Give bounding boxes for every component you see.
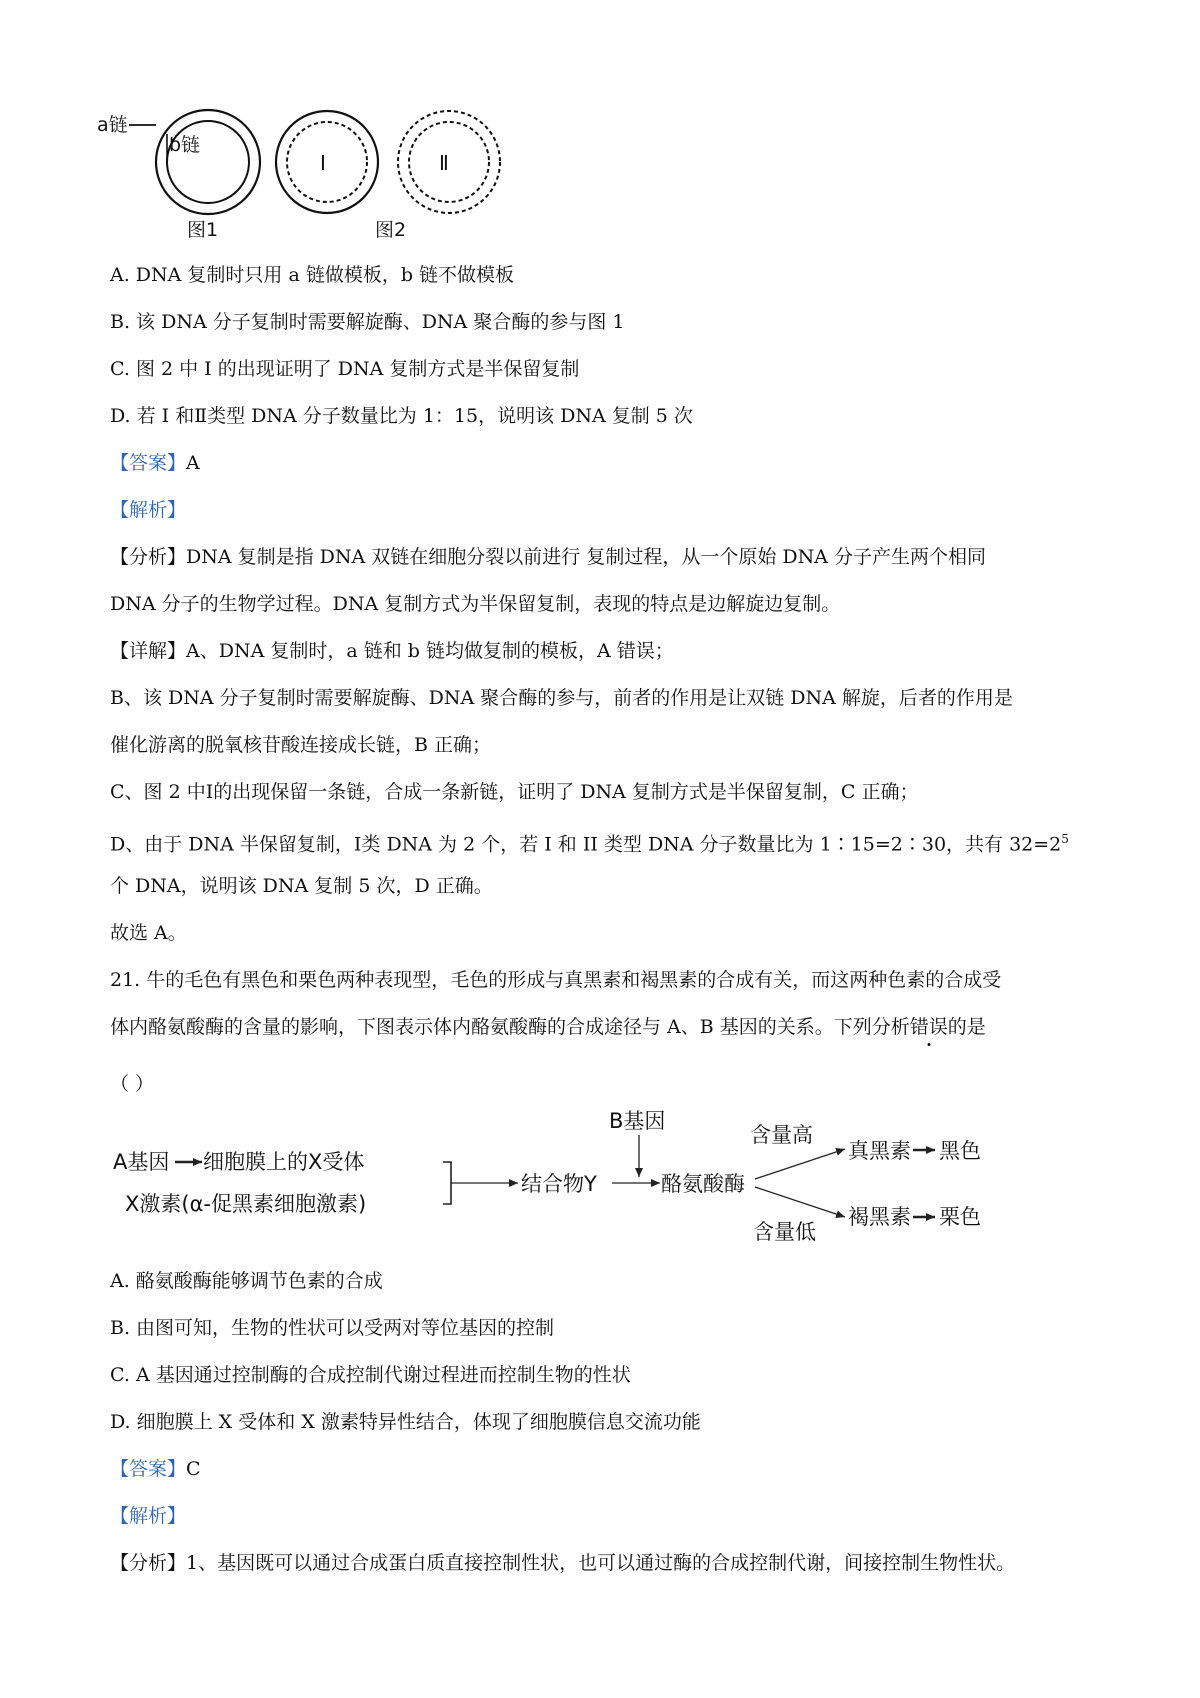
q20-option-c: C. 图 2 中 I 的出现证明了 DNA 复制方式是半保留复制 [110,358,580,380]
gene-a-label: A基因 [113,1150,170,1174]
compound-y-label: 结合物Y [521,1172,597,1196]
analysis-tag: 【解析】 [110,499,187,521]
a-chain-label: a链 [97,114,128,136]
q20-detail-c: C、图 2 中Ⅰ的出现保留一条链，合成一条新链，证明了 DNA 复制方式是半保留复制，C 正确； [110,781,919,803]
b-chain-label: b链 [169,134,201,156]
xiangjie-tag: 【详解】 [110,640,187,662]
hormone-label: X激素(α-促黑素细胞激素) [125,1192,367,1216]
receptor-label: 细胞膜上的X受体 [203,1150,365,1174]
answer-tag: 【答案】 [110,452,187,474]
dna-ring-figure [97,105,525,241]
q21-option-c: C. A 基因通过控制酶的合成控制代谢过程进而控制生物的性状 [110,1364,631,1386]
answer-value: C [186,1458,201,1480]
pheomelanin-label: 褐黑素 [848,1205,911,1229]
q20-detail-d2: 个 DNA，说明该 DNA 复制 5 次，D 正确。 [110,875,493,897]
q20-fenxi-line2: DNA 分子的生物学过程。DNA 复制方式为半保留复制，表现的特点是边解旋边复制。 [110,593,841,615]
figure2-caption: 图2 [375,219,407,241]
detail-d1-text: D、由于 DNA 半保留复制，Ⅰ类 DNA 为 2 个，若 I 和 II 类型 DNA 分子数量比为 1∶15=2∶30，共有 32=2 [110,833,1062,856]
gene-b-label: B基因 [609,1109,666,1133]
q20-conclusion: 故选 A。 [110,922,187,944]
stem-end: 的是 [947,1016,986,1038]
emphasis-word: 错误 [909,1016,948,1038]
q21-option-a: A. 酪氨酸酶能够调节色素的合成 [110,1270,383,1292]
eumelanin-label: 真黑素 [848,1139,911,1163]
q20-detail-a [110,638,674,664]
q21-stem-line2 [110,1014,986,1040]
answer-value: A [186,452,200,474]
q20-option-b: B. 该 DNA 分子复制时需要解旋酶、DNA 聚合酶的参与图 1 [110,311,625,333]
q21-stem-line3: （ ） [110,1073,155,1095]
q21-fenxi-line1 [110,1550,1015,1576]
exponent: 5 [1061,832,1069,846]
q20-analysis-heading [110,497,186,523]
figure1-caption: 图1 [187,219,219,241]
q20-option-a: A. DNA 复制时只用 a 链做模板，b 链不做模板 [110,264,515,286]
fenxi-tag: 【分析】 [110,546,187,568]
q21-option-b: B. 由图可知，生物的性状可以受两对等位基因的控制 [110,1317,555,1339]
black-label: 黑色 [939,1139,981,1163]
ring-ii-label: Ⅱ [439,151,449,175]
q21-analysis-heading [110,1503,186,1529]
fenxi-tag: 【分析】 [110,1552,187,1574]
low-content-label: 含量低 [753,1220,816,1244]
ring-i-label: Ⅰ [320,151,326,175]
fenxi-text: 1、基因既可以通过合成蛋白质直接控制性状，也可以通过酶的合成控制代谢，间接控制生物性状。 [186,1552,1016,1574]
q21-option-d: D. 细胞膜上 X 受体和 X 激素特异性结合，体现了细胞膜信息交流功能 [110,1411,701,1433]
stem-text: 体内酪氨酸酶的含量的影响，下图表示体内酪氨酸酶的合成途径与 A、B 基因的关系。下列分析 [110,1016,910,1038]
q20-detail-b1: B、该 DNA 分子复制时需要解旋酶、DNA 聚合酶的参与，前者的作用是让双链 DNA 解旋，后者的作用是 [110,687,1013,709]
fenxi-text: DNA 复制是指 DNA 双链在细胞分裂以前进行 复制过程，从一个原始 DNA 分子产生两个相同 [186,546,986,568]
q20-option-d: D. 若 I 和Ⅱ类型 DNA 分子数量比为 1：15，说明该 DNA 复制 5 次 [110,405,693,427]
q21-stem-line1: 21. 牛的毛色有黑色和栗色两种表现型，毛色的形成与真黑素和褐黑素的合成有关，而这两种色素的合成受 [110,969,1002,991]
q20-fenxi-line1 [110,544,986,570]
detail-a-text: A、DNA 复制时，a 链和 b 链均做复制的模板，A 错误； [186,640,674,662]
q20-answer [110,450,200,476]
q21-answer [110,1456,201,1482]
q20-detail-b2: 催化游离的脱氧核苷酸连接成长链，B 正确； [110,734,492,756]
answer-tag: 【答案】 [110,1458,187,1480]
chestnut-label: 栗色 [939,1205,981,1229]
enzyme-label: 酪氨酸酶 [661,1172,745,1196]
high-content-label: 含量高 [750,1123,813,1147]
q20-detail-d1 [110,826,1069,857]
enzyme-pathway-diagram [105,1105,981,1255]
analysis-tag: 【解析】 [110,1505,187,1527]
